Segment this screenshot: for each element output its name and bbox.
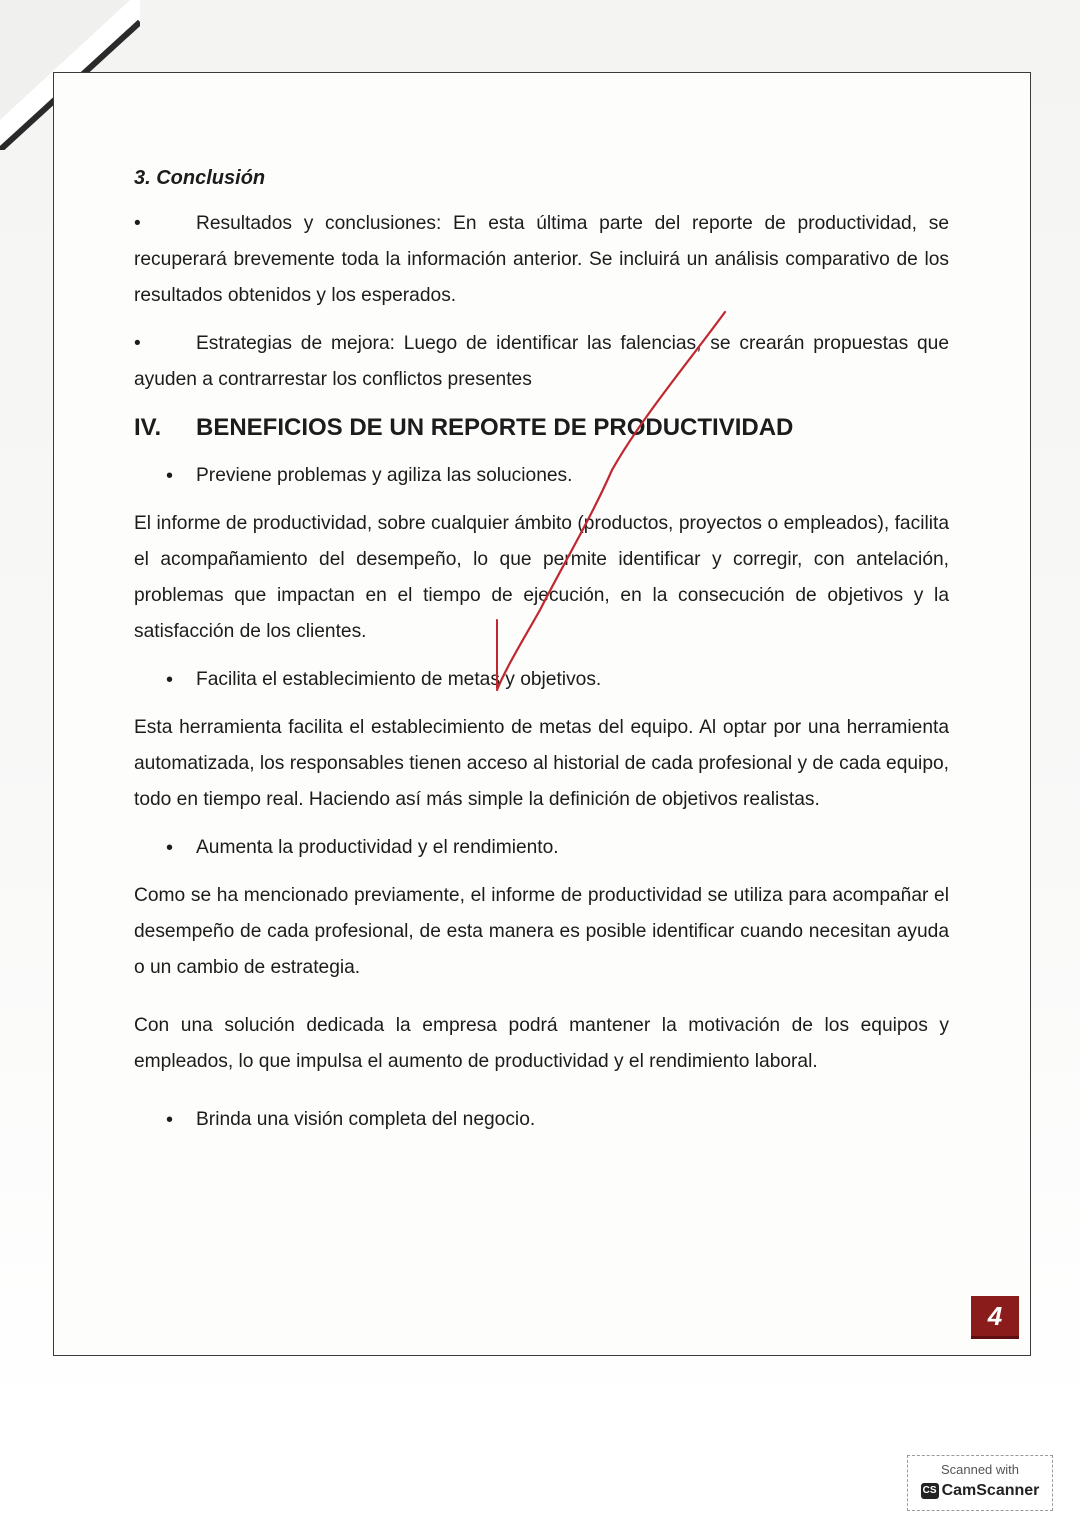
camscanner-caption: Scanned with <box>940 1462 1020 1477</box>
conclusion-bullet-2: • Estrategias de mejora: Luego de identificar las falencias, se crearán propuestas que ayuden a contrarrestar los conflictos presentes <box>134 326 949 398</box>
document-body <box>134 160 949 1150</box>
section-3-title: 3. Conclusión <box>134 167 266 189</box>
conclusion-bullet-1: • Resultados y conclusiones: En esta última parte del reporte de productividad, se recuperará brevemente toda la información anterior. Se incluirá un análisis comparativo de los resultados obtenidos y los esperados. <box>134 206 949 314</box>
camscanner-brand: CS CamScanner <box>908 1480 1052 1502</box>
camscanner-logo-icon: CS <box>921 1483 939 1499</box>
section-4-number: IV. <box>134 414 162 441</box>
page-number: 4 <box>971 1296 1019 1339</box>
section-4-title: BENEFICIOS DE UN REPORTE DE PRODUCTIVIDAD <box>196 414 794 441</box>
benefit-heading-2: • Facilita el establecimiento de metas y objetivos. <box>134 662 949 698</box>
benefit-paragraph-3b: Con una solución dedicada la empresa podrá mantener la motivación de los equipos y empleados, lo que impulsa el aumento de productividad y el rendimiento laboral. <box>134 1015 949 1072</box>
section-4-heading <box>134 410 949 446</box>
bullet-marker: • <box>134 333 141 354</box>
benefit-heading-4: • Brinda una visión completa del negocio. <box>134 1102 949 1138</box>
benefit-paragraph-3a: Como se ha mencionado previamente, el informe de productividad se utiliza para acompañar el desempeño de cada profesional, de esta manera es posible identificar cuando necesitan ayuda o un cambio de estrategia. <box>134 885 949 978</box>
camscanner-watermark <box>907 1455 1053 1511</box>
benefit-paragraph-2: Esta herramienta facilita el establecimiento de metas del equipo. Al optar por una herramienta automatizada, los responsables tienen acceso al historial de cada profesional y de cada equipo, todo en tiempo real. Haciendo así más simple la definición de objetivos realistas. <box>134 717 949 810</box>
bullet-marker: • <box>134 213 141 234</box>
benefit-paragraph-1: El informe de productividad, sobre cualquier ámbito (productos, proyectos o empleados), facilita el acompañamiento del desempeño, lo que permite identificar y corregir, con antelación, problemas que impactan en el tiempo de ejecución, en la consecución de objetivos y la satisfacción de los clientes. <box>134 513 949 642</box>
benefit-heading-3: • Aumenta la productividad y el rendimiento. <box>134 830 949 866</box>
benefit-heading-1: • Previene problemas y agiliza las soluciones. <box>134 458 949 494</box>
